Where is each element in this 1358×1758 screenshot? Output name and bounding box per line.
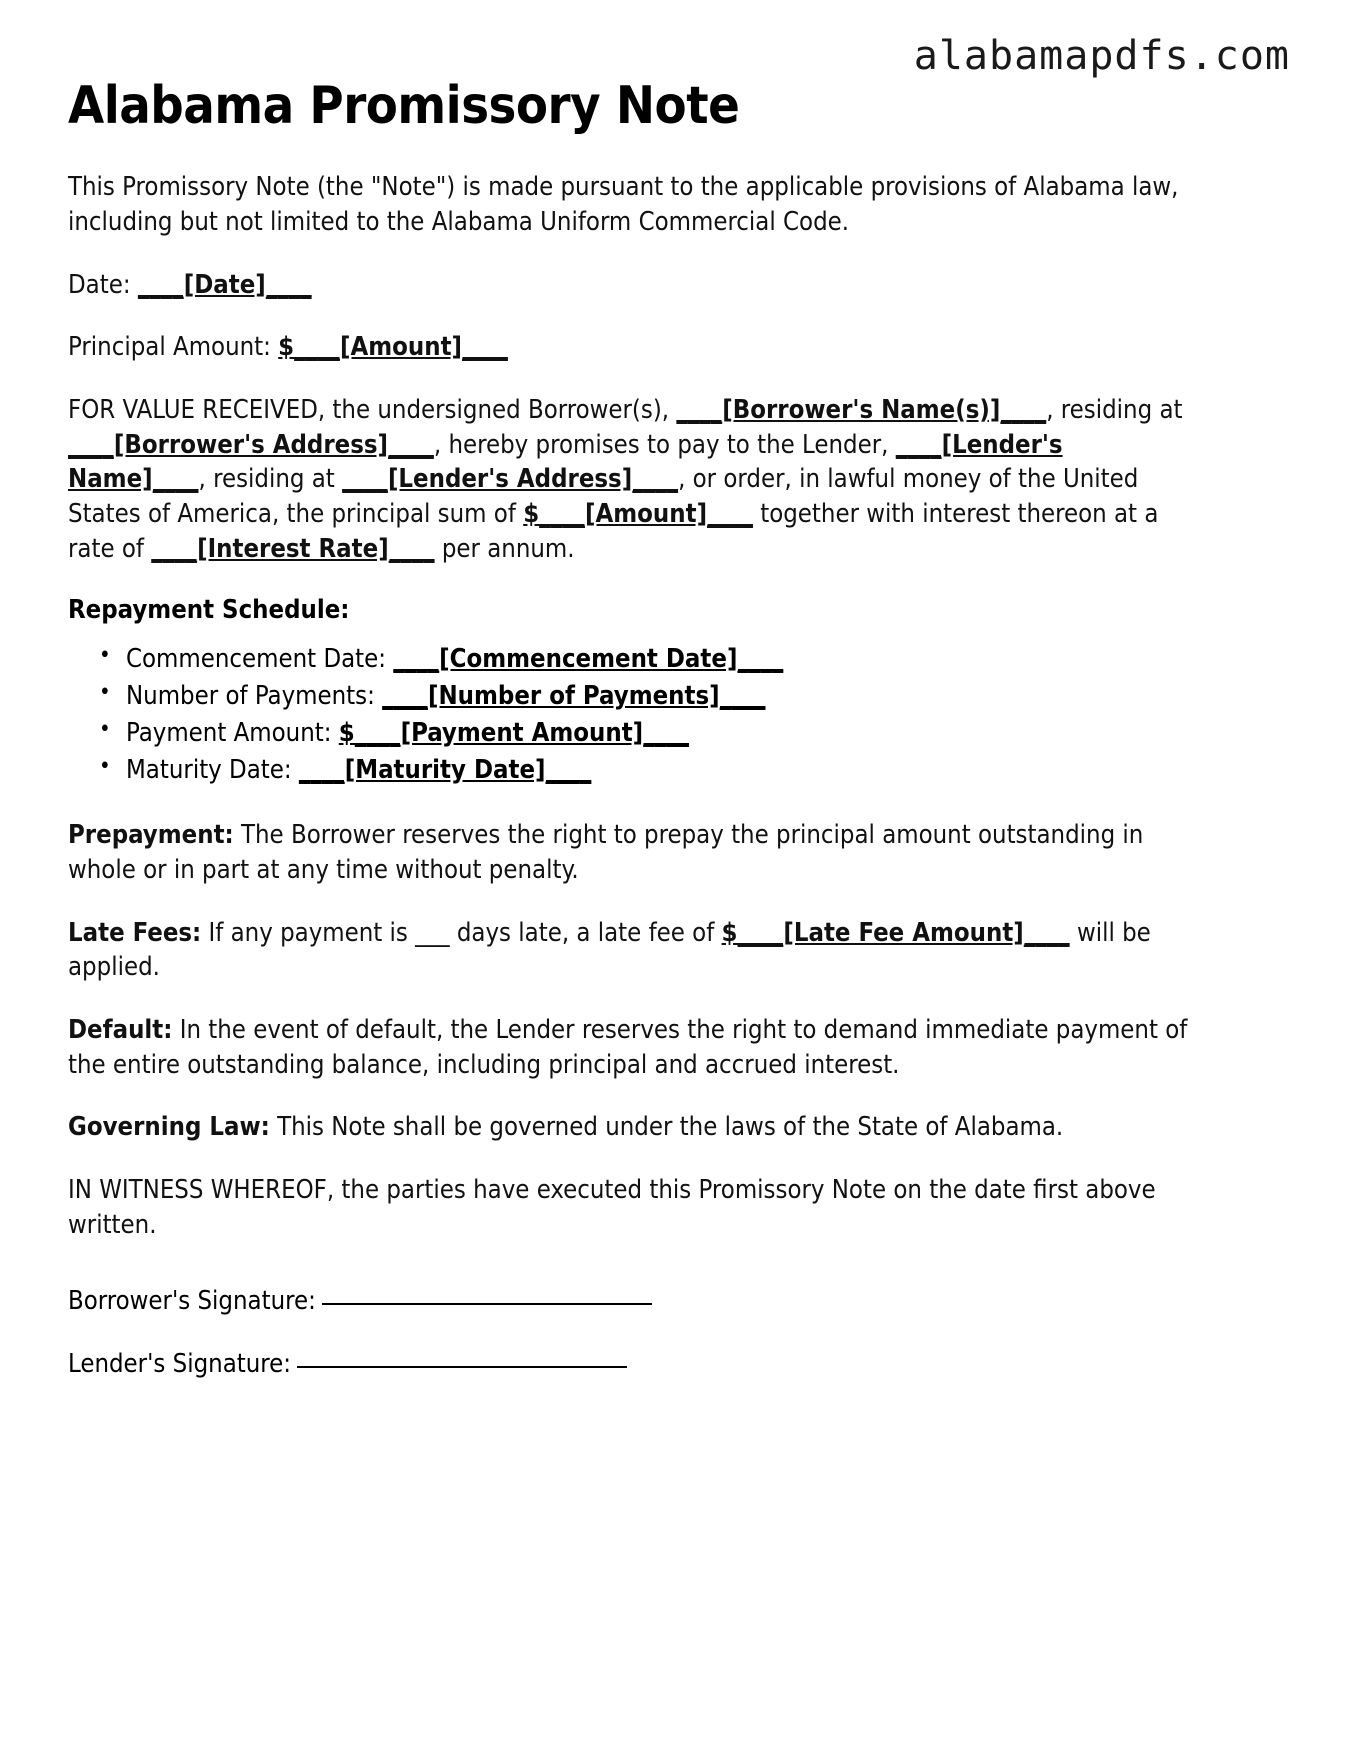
principal-amount-line [68,330,1188,365]
governing-law-heading: Governing Law: [68,1112,270,1143]
borrower-signature-label: Borrower's Signature: [68,1286,316,1317]
fvr-segment-4: , residing at [198,464,343,495]
date-field[interactable]: ____[Date]____ [137,269,312,300]
borrower-signature-rule[interactable] [322,1303,652,1305]
commencement-date-field[interactable]: ____[Commencement Date]____ [393,644,784,675]
maturity-date-field[interactable]: ____[Maturity Date]____ [298,754,592,785]
lender-signature-line [68,1347,1188,1382]
page-title: Alabama Promissory Note [68,76,740,136]
fvr-segment-3: , hereby promises to pay to the Lender, [433,429,896,460]
signature-spacer [68,1270,1188,1284]
governing-law-paragraph [68,1110,1188,1145]
lender-address-field[interactable]: ____[Lender's Address]____ [342,464,679,495]
fvr-segment-1: FOR VALUE RECEIVED, the undersigned Borrower(s), [68,394,677,425]
date-line [68,268,1188,303]
number-of-payments-label: Number of Payments: [126,681,383,712]
borrower-name-field[interactable]: ____[Borrower's Name(s)]____ [676,394,1047,425]
governing-law-body: This Note shall be governed under the laws of the State of Alabama. [269,1112,1064,1143]
list-item [126,641,1188,678]
principal-amount-label: Principal Amount: [68,332,279,363]
interest-rate-field[interactable]: ____[Interest Rate]____ [151,533,435,564]
date-label: Date: [68,269,138,300]
list-item [126,752,1188,789]
document-content [68,78,1188,1410]
late-fees-paragraph [68,916,1188,985]
payment-amount-label: Payment Amount: [126,717,339,748]
late-fees-body-before: If any payment is ___ days late, a late fee of [201,917,722,948]
number-of-payments-field[interactable]: ____[Number of Payments]____ [382,681,766,712]
fvr-segment-7: per annum. [434,533,575,564]
late-fee-amount-field[interactable]: $____[Late Fee Amount]____ [721,917,1070,948]
intro-line-1: This Promissory Note (the "Note") is made pursuant to the applicable provisions of [68,172,1017,203]
commencement-date-label: Commencement Date: [126,644,394,675]
repayment-schedule-heading: Repayment Schedule: [68,595,350,626]
borrower-signature-line [68,1284,1188,1319]
maturity-date-label: Maturity Date: [126,754,299,785]
late-fees-heading: Late Fees: [68,917,202,948]
principal-sum-amount-field[interactable]: $____[Amount]____ [523,498,753,529]
default-heading: Default: [68,1014,173,1045]
lender-name-field[interactable]: ____[Lender's Name]____ [68,429,1063,495]
intro-paragraph [68,170,1188,239]
fvr-segment-2: , residing at [1046,394,1183,425]
for-value-received-paragraph [68,393,1188,566]
lender-signature-rule[interactable] [297,1366,627,1368]
prepayment-body: The Borrower reserves the right to prepay the principal amount outstanding in whole or in part at any time without penalty. [68,820,1144,885]
list-item [126,715,1188,752]
repayment-schedule-list [68,641,1188,788]
payment-amount-field[interactable]: $____[Payment Amount]____ [338,717,690,748]
prepayment-paragraph [68,818,1188,887]
late-fees-body-after: will be applied. [68,917,1151,983]
intro-line-2: Alabama law, including but not limited to the Alabama Uniform Commercial Code. [68,172,1179,237]
default-paragraph [68,1013,1188,1082]
witness-paragraph: IN WITNESS WHEREOF, the parties have executed this Promissory Note on the date first above written. [68,1174,1156,1240]
fvr-segment-5: , or order, in lawful money of the United States of America, the principal sum of [68,464,1139,529]
lender-signature-label: Lender's Signature: [68,1348,292,1379]
borrower-address-field[interactable]: ____[Borrower's Address]____ [68,429,434,460]
principal-amount-field[interactable]: $____[Amount]____ [278,332,508,363]
list-item [126,678,1188,715]
prepayment-heading: Prepayment: [68,820,234,851]
default-body: In the event of default, the Lender reserves the right to demand immediate payment of the entire outstanding balance, including principal and accrued interest. [68,1014,1188,1080]
site-watermark: alabamapdfs.com [913,33,1290,79]
fvr-segment-6: together with interest thereon at a rate of [68,498,1159,564]
